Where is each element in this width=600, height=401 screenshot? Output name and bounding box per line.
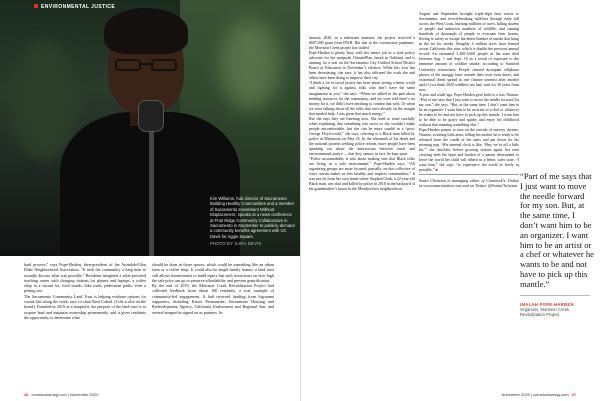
photo-credit: PHOTO BY SARA NEVIS — [210, 241, 262, 247]
section-marker-icon — [34, 4, 38, 8]
paragraph: hard process,” says Pope-Harden, then-president of the Avondale/Glen Elder Neighborhood Association. “It took the community a long time to actually discuss what was possible.” Residents imagined a solar-powered teaching center with charging stations for phones and laptops, a coffee shop in a vacant lot, food stands, bike trails, pedestrian paths, even a petting zoo. — [24, 262, 146, 294]
pull-quote-text: “Part of me says that I just want to move the needle forward for my son. But, at the same time, I don’t want him to be an organizer. I want him to be an artist or a chef or whatever he wants to be and not have to pick up this mantle.” — [520, 171, 594, 289]
page-number: 47 — [571, 392, 576, 397]
paragraph: Pope-Harden pauses to turn on the outside of nursery rhymes, Nnazea, swishing little arms, telling his mother he is ready to be released from the cradle of her arms and put down for his morning nap. “His internal clock is like, ‘Hey, we’re off a little bit,’” she chuckles, before growing serious again, her tone carrying both the hope and burden of a parent determined to leave the world her child will inherit in a better, safer state. “I want him,” she says, “to experience the world as freely as possible.” ■ — [419, 128, 519, 173]
pull-quote-attribution — [520, 295, 594, 318]
paragraph: But she says they are listening now. She used to tread carefully when explaining that something was racist so she wouldn’t make people uncomfortable, but she can be more candid in a “post-George Floyd world,” she says, referring to a Black man killed by police in Minnesota on May 25. In the aftermath of his death and the national protests seeking police reform, more people have been speaking out about the intersection between racial and environmental justice — that they cannot, in fact, be kept apart. — [309, 116, 415, 157]
author-bio: Sonia Christian is managing editor of Comstock’s. Online at www.smartstation.com and on Twitter @SoniaChristian. — [419, 174, 519, 189]
folio-right: November 2020 | comstocksmag.com 47 — [501, 392, 576, 397]
section-label: ENVIRONMENTAL JUSTICE — [34, 4, 115, 10]
paragraph: August and September brought triple-digit heat waves to Sacramento, and record-breaking wildfires through early fall across the West Coast, burning millions of acres, killing dozens of people and unknown numbers of wildlife, and causing hundreds of thousands of people to evacuate their homes, fleeing to safety to escape the dense blanket of smoke that hung in the air for weeks. Roughly 4 million acres have burned across California this year, which is double the previous annual record. An estimated 3,200-3,600 people in the state died between Aug. 1 and Sept. 10 as a result of exposure to the immense amount of wildfire smoke, according to Stanford University researchers. People charred dystopian cellphone photos of the smoggy haze outside their own front doors, and existential dread spread as one climate scientist after another said if you think 2020 wildfires are bad, wait for 30 years from now. — [419, 12, 519, 92]
paragraph: The Sacramento Community Land Trust is helping evaluate options for vacant lots along the creek, says co-chair Rose Cabral. (Cole is also on the board). Founded in 2019 as a nonprofit, the purpose of the land trust is to acquire land and maintain ownership permanently, and it gives residents the opportunity to determine what — [24, 293, 146, 320]
pull-quote — [520, 172, 594, 317]
right-column-2 — [419, 12, 519, 188]
paragraph: should be done in those spaces, which could be something like an urban farm or a coffee shop. It could also be single-family homes: a land trust still allows homeowners to build equity but with restrictions on how high the sale price can go to preserve affordability and prevent gentrification. — [152, 262, 274, 283]
hero-photo — [0, 0, 300, 256]
paragraph: “Police accountability is also about making sure that Black folks are living in a safe environment,” Pope-Harden says. “All organizing groups are more focused, partially, on this collective of ways racism makes us less healthy and impacts communities.” It was not far from her own home where Stephon Clark, a 22-year-old Black man, was shot and killed by police in 2018 in the backyard of his grandmother’s house in the Meadowview neighborhood. — [309, 157, 415, 192]
quote-author-role: Organizer, Morrison Creek Revitalization Project — [520, 306, 570, 317]
right-column-1 — [309, 36, 415, 192]
folio-left: 46 comstocksmag.com | November 2020 — [24, 392, 99, 397]
photo-caption: Kim Williams, hub director of Sacramento Building Healthy Communities and a member of Sacramento Investment Without Displacement, speaks at a news conference at Fruit Ridge Community Collaborative in Sacramento in September to publicly demand a community benefits agreement with UC Davis for Aggie Square. PHOTO BY SARA NEVIS — [210, 196, 295, 247]
left-column-1 — [24, 262, 146, 320]
end-mark-icon: ■ — [435, 168, 438, 173]
divider — [520, 295, 590, 296]
page-number: 46 — [24, 392, 29, 397]
paragraph: January 2020, in a milestone moment, the project received a $607,000 grant from DWR. But due to the coronavirus pandemic, the Morrison Creek project has stalled. — [309, 36, 415, 51]
paragraph: By the end of 2019, the Morrison Creek Revitalization Project had collected feedback from about 100 residents, a true example of community-led engagement. It had received funding from big-name supporters, including Kaiser Permanente, Sacramento Housing and Redevelopment Agency, California Endowment and Regional San, and several nonprofits signed on as partners. In — [152, 283, 274, 315]
left-column-2 — [152, 262, 274, 315]
microphone-icon — [138, 100, 164, 132]
paragraph: A year and a half ago, Pope-Harden gave birth to a son, Nnazea. “Part of me says that I just want to move the needle forward for my son,” she says. “But, at the same time, I don’t want him to be an organizer. I want him to be an artist or a chef or whatever he wants to be and not have to pick up this mantle. I want him to be able to be goofy and quirky and enjoy his childhood without that meaning something else.” — [419, 92, 519, 128]
paragraph: Pope-Harden is plenty busy with her tenure job as a state policy advocate for the nonprofit ClimatePlan, based in Oakland, and is running for a seat on the Sacramento City Unified School District Board of Education in November’s election. While this year has been devastating, she says, it has also affirmed the work she and others have been doing to improve their city. — [309, 51, 415, 81]
mic-stand — [149, 118, 154, 256]
glasses-icon — [112, 58, 180, 72]
paragraph: “I think a lot of racial justice has been about seeing a better world and fighting for it against folks who don’t have the same imagination as you,” she says. “When we talked in the past about needing resources for the community, and we were told there’s no money for it, we didn’t have anything to combat that with. Or when we were talking about all the folks that were already on the margin that needed help, I was given that much energy.” — [309, 81, 415, 116]
quote-author: IMALAH POPE-HARDEN — [520, 301, 574, 307]
